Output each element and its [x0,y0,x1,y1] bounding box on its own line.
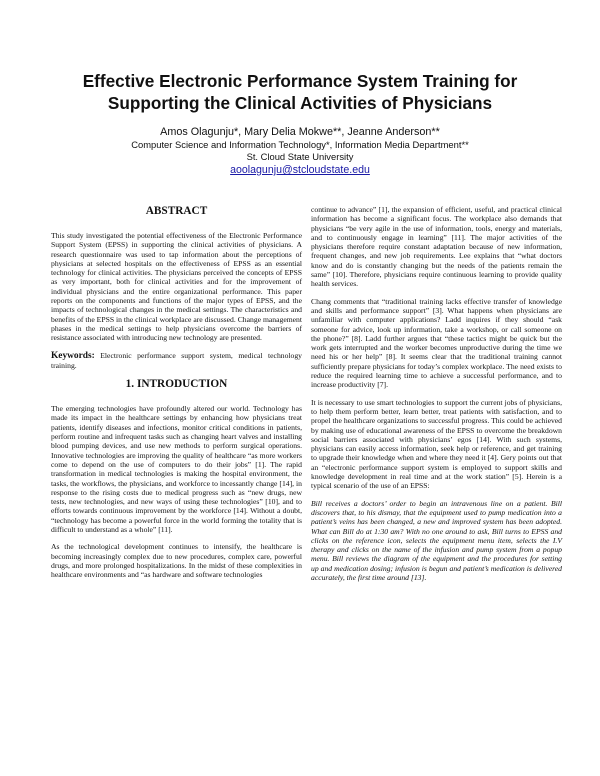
intro-paragraph-2: As the technological development continues to intensify, the healthcare is becoming increasingly complex due to new procedures, complex care, powerful drugs, and more prolonged hospitalizations. In the midst of these complexities in healthcare environments and “as hardware and software technologies [51,542,302,580]
right-paragraph-3: It is necessary to use smart technologies to support the current jobs of physicians, to help them perform better, learn better, treat patients with satisfaction, and to propel the healthcare organizations to successful progress. This could be achieved by making use of educational awareness of the EPSS to overcome the breakdown social barriers associated with physicians’ egos [14]. With such systems, physicians can easily access information, seek help or reference, and get training to upgrade their knowledge when and where they need it [4]. Gery points out that an “electronic performance support system is employed to support skills and knowledge development in real time and at the work station” [5]. Herein is a typical scenario of the use of an EPSS: [311,397,562,491]
left-column [51,205,302,588]
author-list: Amos Olagunju*, Mary Delia Mokwe**, Jeanne Anderson** [160,126,440,138]
author-email [40,164,560,177]
affiliation-departments: Computer Science and Information Technology*, Information Media Department** [131,139,469,150]
keywords-label: Keywords: [51,350,95,361]
keywords-text: Electronic performance support system, medical technology training. [51,350,302,370]
keywords-paragraph [51,351,302,371]
email-link[interactable]: aoolagunju@stcloudstate.edu [230,164,370,176]
paper-title: Effective Electronic Performance System Training for Supporting the Clinical Activities of Physicians [82,71,518,113]
intro-paragraph-1: The emerging technologies have profoundly altered our world. Technology has made its impact in the healthcare settings by enhancing how physicians treat patients, identify diseases and infections, monitor critical conditions in patients, perform routine and infrequent tasks such as changing heart valves and installing blood pumping devices, and use new methods to perform surgical operations. Innovative technologies are improving the quality of healthcare “as more workers come to depend on the use of computers to do their jobs” [1]. The rapid transformation in medical technologies is making the hospital environment, the tasks, the workflows, the physicians, and workforce to incessantly change [14], in response to the rising costs due to medical progress such as “new drugs, new tests, new technologies, and new ways of using these technologies” [10], and to efforts towards continuous improvement by the workforce [14]. Without a doubt, “technology has become a powerful force in the world forming the totality that is difficult to understand as a whole” [11]. [51,404,302,535]
affiliation-block [40,139,560,163]
introduction-heading: 1. INTRODUCTION [125,378,228,391]
affiliation-university: St. Cloud State University [246,151,354,162]
right-paragraph-2: Chang comments that “traditional training lacks effective transfer of knowledge and skills and performance support” [3]. What happens when physicians are unfamiliar with computer applications? Ladd inquires if they should “ask someone for advice, look up information, take a workshop, or call someone on the phone?” [8]. Ladd further argues that “these tactics might be quick but the work gets interrupted and the worker becomes unproductive during the time we need his or her help” [8]. It seems clear that the traditional training cannot sufficiently prepare physicians for today’s complex workplace. The need exists to reduce the required learning time to achieve a successful performance, and to increase productivity [7]. [311,296,562,390]
abstract-text: This study investigated the potential effectiveness of the Electronic Performance Support System (EPSS) in supporting the clinical activities of physicians. A research questionnaire was used to tap information about the perceptions of physicians at selected hospitals on the effectiveness of EPSS as an essential technology for clinical activities. The physicians perceived the concepts of EPSS as very important, both for clinical activities and for the improvement of individual physicians and the entire organizational performance. This paper reports on the components and functions of the major types of EPSS, and the impacts of technological changes in the medical settings. The characteristics and benefits of the EPSS in the clinical workplace are discussed. Change management phases in the medical settings to help physicians overcome the barriers of resistance associated with introducing new technology are presented. [51,231,302,343]
right-paragraph-1: continue to advance” [1], the expansion of efficient, useful, and practical clinical information has become a significant focus. The workplace also demands that physicians “be very agile in the use of information, tools, energy and materials, and to continuously engage in learning” [11]. The major activities of the physicians therefore require constant adaptation because of new information, frequent changes, and new job requirements. Lee explains that “what doctors know and do is constantly changing but the needs of the patients remain the same” [10]. Therefore, physicians require continuous learning to provide quality health services. [311,205,562,289]
right-column [311,205,562,590]
abstract-heading: ABSTRACT [145,205,208,217]
scenario-quote: Bill receives a doctors’ order to begin an intravenous line on a patient. Bill discovers that, to his dismay, that the equipment used to pump medication into a patient’s veins has been changed, a new and improved system has been adopted. What can Bill do at 1:30 am? With no one around to ask, Bill turns to EPSS and clicks on the reference icon, selects the equipment menu item, selects the I.V therapy and clicks on the name of the infusion and pump system from a popup menu. Bill reviews the diagram of the equipment and the procedures for setting up and medication dosing; infusion is begun and patient’s medication is delivered accurately, the first time around [13]. [311,498,562,582]
